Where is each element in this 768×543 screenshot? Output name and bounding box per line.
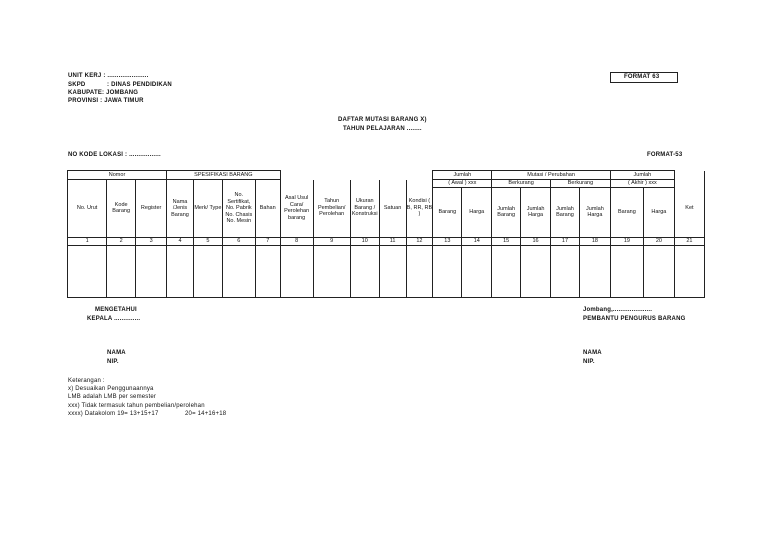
- col-nama-jenis: Nama /Jenis Barang: [167, 180, 194, 238]
- group-akhir-sub: ( Akhir ) xxx: [610, 180, 674, 188]
- notes-line: xxx) Tidak termasuk tahun pembelian/perolehan: [68, 403, 205, 409]
- mengetahui-label: MENGETAHUI: [95, 307, 137, 313]
- group-awal-sub: ( Awal ) xxx: [433, 180, 492, 188]
- group-mutasi: Mutasi / Perubahan: [492, 171, 611, 180]
- kabupaten-label: KABUPATE: JOMBANG: [68, 90, 139, 96]
- col-number: 7: [255, 237, 280, 245]
- number-row: [68, 237, 705, 245]
- col-number: 9: [313, 237, 350, 245]
- group-berkurang: Berkurang: [492, 180, 551, 188]
- col-barang-awal: Barang: [433, 187, 462, 237]
- col-register: Register: [136, 180, 167, 238]
- header-spacer: [280, 171, 433, 180]
- kode-lokasi: NO KODE LOKASI : .................: [68, 152, 161, 158]
- col-sertifikat: No. Sertifikat, No. Pabrik No. Chasis No. Mesin: [222, 180, 255, 238]
- col-number: 13: [433, 237, 462, 245]
- group-bertambah: Berkurang: [551, 180, 611, 188]
- nip-right: NIP.: [583, 359, 595, 365]
- col-tahun: Tahun Pembelian/ Perolehan: [313, 180, 350, 238]
- format-box: [610, 72, 678, 83]
- mutasi-table: [67, 170, 705, 298]
- col-number: 11: [379, 237, 406, 245]
- col-jumlah-barang-berkurang: Jumlah Barang: [492, 187, 521, 237]
- table-row: [68, 245, 705, 297]
- group-jumlah-awal: Jumlah: [433, 171, 492, 180]
- col-number: 8: [280, 237, 313, 245]
- col-harga-akhir: Harga: [643, 187, 674, 237]
- nama-left: NAMA: [107, 350, 126, 356]
- col-number: 14: [462, 237, 492, 245]
- col-number: 1: [68, 237, 107, 245]
- col-number: 18: [579, 237, 610, 245]
- col-number: 5: [193, 237, 222, 245]
- page-subtitle: TAHUN PELAJARAN ........: [343, 126, 422, 132]
- col-jumlah-harga-bertambah: Jumlah Harga: [579, 187, 610, 237]
- col-asal-usul: Asal Usul Cara/ Perolehan barang: [280, 180, 313, 238]
- col-number: 6: [222, 237, 255, 245]
- group-nomor: Nomor: [68, 171, 167, 180]
- notes-line: xxxx) Datakolom 19= 13+15+17: [68, 411, 159, 417]
- col-number: 16: [521, 237, 551, 245]
- col-merk-type: Merk/ Type: [193, 180, 222, 238]
- col-number: 12: [406, 237, 433, 245]
- nama-right: NAMA: [583, 350, 602, 356]
- col-number: 10: [350, 237, 379, 245]
- col-no-urut: No. Urut: [68, 180, 107, 238]
- col-number: 17: [551, 237, 580, 245]
- notes-line: 20= 14+16+18: [185, 411, 227, 417]
- header-row-2: [68, 180, 705, 188]
- col-ket: Ket: [674, 180, 704, 238]
- col-number: 3: [136, 237, 167, 245]
- col-bahan: Bahan: [255, 180, 280, 238]
- col-satuan: Satuan: [379, 180, 406, 238]
- pembantu-label: PEMBANTU PENGURUS BARANG: [583, 316, 686, 322]
- group-jumlah-akhir: Jumlah: [610, 171, 674, 180]
- format-right: FORMAT-53: [647, 152, 683, 158]
- col-number: 2: [107, 237, 136, 245]
- notes-line: LMB adalah LMB per semester: [68, 394, 157, 400]
- col-barang-akhir: Barang: [610, 187, 643, 237]
- col-jumlah-barang-bertambah: Jumlah Barang: [551, 187, 580, 237]
- group-spesifikasi: SPESIFIKASI BARANG: [167, 171, 281, 180]
- page-title: DAFTAR MUTASI BARANG X): [338, 117, 427, 123]
- notes-line: x) Desuaikan Penggunaannya: [68, 386, 154, 392]
- col-kode-barang: Kode Barang: [107, 180, 136, 238]
- header-spacer-ket: [674, 171, 704, 180]
- col-harga-awal: Harga: [462, 187, 492, 237]
- col-number: 4: [167, 237, 194, 245]
- header-row-1: [68, 171, 705, 180]
- format-box-label: FORMAT 63: [624, 74, 660, 80]
- col-ukuran: Ukuran Barang / Konstruksi: [350, 180, 379, 238]
- provinsi-label: PROVINSI : JAWA TIMUR: [68, 98, 144, 104]
- notes-heading: Keterangan :: [68, 378, 105, 384]
- col-number: 21: [674, 237, 704, 245]
- jombang-date: Jombang,.....................: [583, 307, 653, 313]
- skpd-value: : DINAS PENDIDIKAN: [107, 82, 172, 88]
- col-jumlah-harga-berkurang: Jumlah Harga: [521, 187, 551, 237]
- col-number: 19: [610, 237, 643, 245]
- col-number: 15: [492, 237, 521, 245]
- kepala-label: KEPALA ..............: [87, 316, 141, 322]
- col-number: 20: [643, 237, 674, 245]
- unit-kerja-label: UNIT KERJ : ......................: [68, 73, 149, 79]
- col-kondisi: Kondisi ( B, RR, RB ): [406, 180, 433, 238]
- skpd-label: SKPD: [68, 82, 86, 88]
- nip-left: NIP.: [107, 359, 119, 365]
